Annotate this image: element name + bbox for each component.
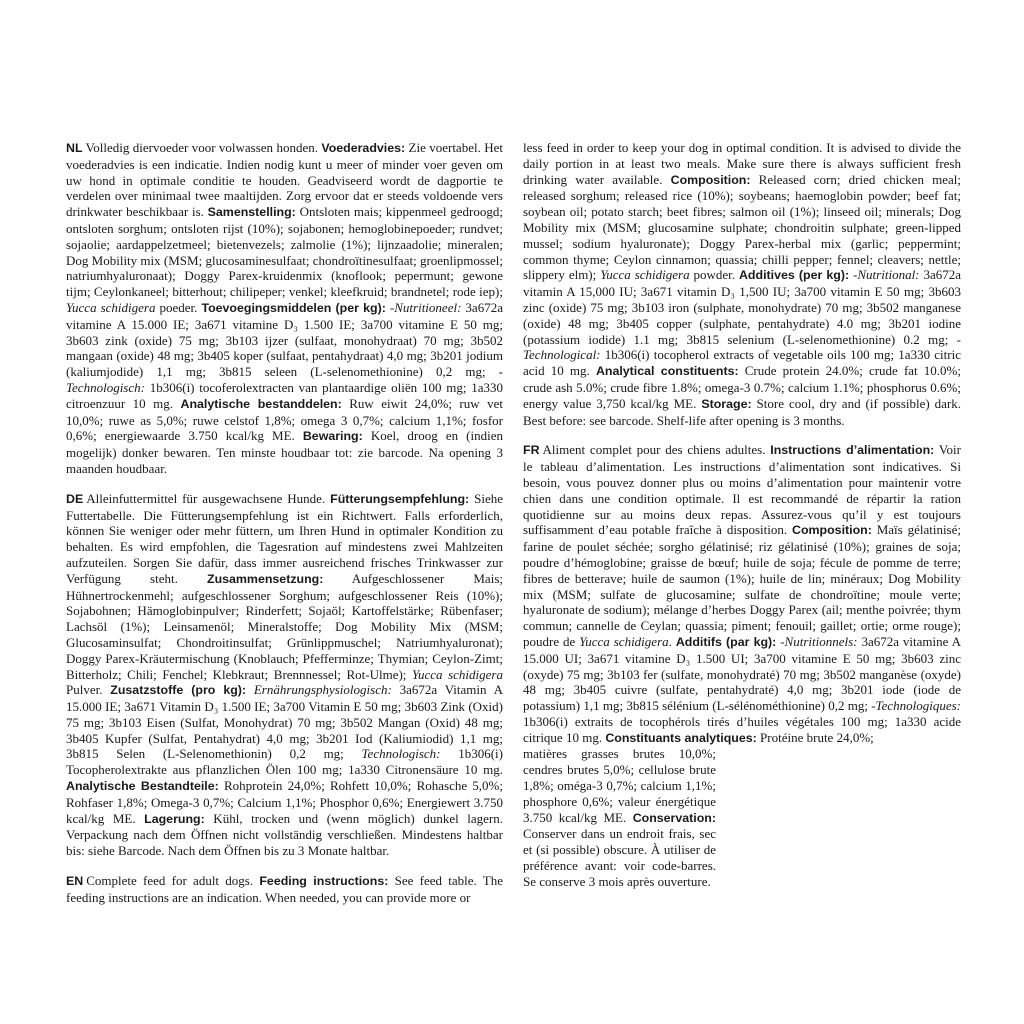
de-text: 1b306(i) Tocopherolextrakte aus pflanzlichen Ölen 100 mg; 1a330 Citronensäure 10 mg.	[66, 746, 503, 778]
nl-technologisch-italic: -Technologisch:	[66, 364, 503, 395]
nl-heading-voederadvies: Voederadvies:	[321, 141, 406, 155]
nl-language-code: NL	[66, 141, 83, 155]
fr-text: Aliment complet pour des chiens adultes.	[542, 442, 771, 458]
fr-text: matières grasses brutes 10,0%; cendres brutes 5,0%; cellulose brute 1,8%; oméga-3 0,7%; calcium 1,1%; phosphore 0,6%; valeur énergétique 3.750 kcal/kg ME.	[523, 746, 716, 825]
en-text: See feed table. The feeding instructions are an indication. When needed, you can provide more or	[66, 873, 503, 905]
de-heading-fuetterung: Fütterungsempfehlung:	[330, 491, 470, 506]
en-heading-storage: Storage:	[701, 396, 752, 411]
en-nutritional-italic: -Nutritional:	[849, 267, 920, 283]
right-column	[523, 140, 961, 904]
nl-text: Zie voertabel. Het voederadvies is een indicatie. Indien nodig kunt u meer of minder voer geven om uw hond in optimale conditie te houden. Geadviseerd wordt de dagportie te verdelen over minimaal twee maaltijden. Zorg ervoor dat er steeds voldoende vers drinkwater beschikbaar is.	[66, 140, 503, 220]
fr-heading-constituants: Constituants analytiques:	[605, 730, 757, 745]
nl-heading-analytische: Analytische bestanddelen:	[180, 396, 342, 411]
en-text: Complete feed for adult dogs.	[86, 873, 260, 889]
de-section	[66, 491, 503, 859]
de-text: Kühl, trocken und (wenn möglich) dunkel lagern. Verpackung nach dem Öffnen nicht vollständig verschließen. Mindestens haltbar bis: siehe Barcode. Nach dem Öffnen bis zu 3 Monate haltbar.	[66, 810, 503, 859]
fr-heading-instructions: Instructions d’alimentation:	[770, 443, 935, 458]
en-heading-additives: Additives (per kg):	[738, 268, 850, 283]
de-technologisch-italic: Technologisch:	[361, 746, 441, 762]
en-text: Store cool, dry and (if possible) dark. Best before: see barcode. Shelf-life after opening is 3 months.	[523, 395, 961, 428]
nl-yucca-italic: Yucca schidigera	[66, 299, 156, 315]
de-text: Pulver.	[66, 682, 111, 698]
nl-text: 1b306(i) tocoferolextracten van plantaardige oliën 100 mg; 1a330 citroenzuur 10 mg.	[66, 379, 503, 411]
de-language-code: DE	[66, 491, 84, 506]
fr-nutritionnels-italic: -Nutritionnels:	[776, 633, 858, 649]
en-text: 1b306(i) tocopherol extracts of vegetable oils 100 mg; 1a330 citric acid 10 mg.	[523, 347, 961, 379]
nl-heading-toevoegingsmiddelen: Toevoegingsmiddelen (per kg):	[201, 300, 386, 315]
fr-text: Conserver dans un endroit frais, sec et (si possible) obscure. À utiliser de préférence avant: voir code-barres. Se conserve 3 mois après ouverture.	[523, 826, 716, 889]
fr-text: Protéine brute 24,0%;	[756, 729, 874, 745]
fr-yucca-italic: Yucca schidigera	[579, 633, 669, 649]
de-yucca-italic: Yucca schidigera	[411, 666, 503, 682]
fr-language-code: FR	[523, 443, 540, 458]
de-text: Siehe Futtertabelle. Die Fütterungsempfehlung ist ein Richtwert. Falls erforderlich, können Sie weniger oder mehr füttern, um Ihren Hund in optimaler Kondition zu behalten. Es wird empfohlen, die Tagesration auf mindestens zwei Mahlzeiten aufzuteilen. Sorgen Sie dafür, dass immer ausreichend frisches Trinkwasser zur Verfügung steht.	[66, 490, 503, 586]
fr-narrow-paragraph	[523, 746, 716, 889]
en-text: less feed in order to keep your dog in optimal condition. It is advised to divide the daily portion in at least two meals. Make sure there is always sufficient fresh drinking water available.	[523, 140, 961, 187]
en-text: Crude protein 24.0%; crude fat 10.0%; crude ash 5.0%; crude fibre 1.8%; omega-3 0.7%; calcium 1.1%; phosphorus 0.6%; energy value 3,750 kcal/kg ME.	[523, 363, 961, 411]
de-heading-zusammensetzung: Zusammensetzung:	[207, 571, 324, 586]
de-heading-analytische: Analytische Bestandteile:	[66, 779, 219, 794]
de-text: Alleinfuttermittel für ausgewachsene Hunde.	[86, 490, 331, 506]
nl-heading-samenstelling: Samenstelling:	[207, 205, 296, 220]
fr-heading-additifs: Additifs (par kg):	[675, 634, 777, 649]
en-heading-composition: Composition:	[670, 172, 751, 187]
de-text: Aufgeschlossener Mais; Hühnertrockenmehl; aufgeschlossener Sorghum; aufgeschlossener Reis (10%); Sojabohnen; Hämoglobinpulver; Rinderfett; Sojaöl; Kartoffelstärke; Rübenfaser; Lachsöl (1%); Leinsamenöl; Mineralstoffe; Dog Mobility Mix (MSM; Glucosaminsulfat; Chondroitinsulfat; Grünlippmuschel; Natriumhyaluronat); Doggy Parex-Kräutermischung (Knoblauch; Pfefferminze; Thymian; Ceylon-Zimt; Bitterholz; Chili; Fenchel; Klebkraut; Brennnessel; Rot-Ulme);	[66, 570, 503, 682]
fr-text: .	[668, 633, 676, 649]
nl-text: poeder.	[155, 299, 202, 315]
en-language-code: EN	[66, 874, 84, 889]
fr-text: 1b306(i) extraits de tocophérols tirés d’huiles végétales 100 mg; 1a330 acide citrique 10 mg.	[523, 713, 961, 745]
fr-text: Voir le tableau d’alimentation. Les instructions d’alimentation sont indicatives. Si besoin, vous pouvez donner plus ou moins d’alimentation pour maintenir votre chien dans une condition optimale. Il est recommandé de répartir la ration quotidienne sur au moins deux repas. Assurez-vous qu’il y est toujours suffisamment d’eau potable fraîche à disposition.	[523, 442, 961, 538]
fr-heading-conservation: Conservation:	[632, 810, 716, 825]
fr-technologiques-italic: -Technologiques:	[871, 698, 961, 714]
en-section-start	[66, 873, 503, 906]
nl-text: Volledig diervoeder voor volwassen honden.	[85, 140, 322, 155]
en-text: Released corn; dried chicken meal; released sorghum; released rice (10%); soybeans; haemoglobin powder; beef fat; soybean oil; potato starch; beet fibres; salmon oil (1%); linseed oil; minerals; Dog Mobility mix (MSM; glucosamine sulphate; chondroitin sulphate; green-lipped mussel; sodium hyaluronate); Doggy Parex-herbal mix (garlic; peppermint; common thyme; Ceylon cinnamon; quassia; chilli pepper; fennel; cleavers; nettle; slippery elm);	[523, 171, 961, 283]
fr-text: Maïs gélatinisé; farine de poulet séchée; sorgho gélatinisé; riz gélatinisé (10%); graines de soja; poudre d’hémoglobine; graisse de bœuf; huile de soja; fécule de pomme de terre; fibres de betterave; huile de saumon (1%); huile de lin; minéraux; Dog Mobility mix (MSM; sulfate de glucosamine; sulfate de chondroïtine; moule verte; hyaluronate de sodium); mélange d’herbes Doggy Parex (ail; menthe poivrée; thym commun; cannelle de Ceylan; quassia; piment; fenouil; gaillet; ortie; orme rouge); poudre de	[523, 522, 961, 649]
en-technological-italic: -Technological:	[523, 331, 961, 363]
de-text: Rohprotein 24,0%; Rohfett 10,0%; Rohasche 5,0%; Rohfaser 1,8%; Omega-3 0,7%; Calcium 1,1%; Phosphor 0,6%; Energiewert 3.750 kcal/kg ME.	[66, 778, 503, 826]
nl-nutritioneel-italic: -Nutritioneel:	[385, 299, 462, 315]
en-heading-analytical: Analytical constituents:	[595, 364, 739, 379]
fr-section	[523, 442, 961, 889]
en-text: 3a672a vitamin A 15,000 IU; 3a671 vitamin D₃ 1,500 IU; 3a700 vitamin E 50 mg; 3b603 zinc (oxide) 75 mg; 3b103 iron (sulphate, monohydrate) 70 mg; 3b502 manganese (oxide) 48 mg; 3b405 copper (sulphate, pentahydrate) 4.0 mg; 3b201 iodine (potassium iodide) 1.1 mg; 3b815 selenium (L-selenomethionine) 0.2 mg;	[523, 267, 961, 347]
en-yucca-italic: Yucca schidigera	[600, 267, 690, 283]
fr-text: 3a672a vitamine A 15.000 UI; 3a671 vitamine D₃ 1.500 UI; 3a700 vitamine E 50 mg; 3b603 zinc (oxyde) 75 mg; 3b103 fer (sulfate, monohydraté) 70 mg; 3b502 manganèse (oxyde) 48 mg; 3b405 cuivre (sulfate, pentahydraté) 4,0 mg; 3b201 iode (iode de potassium) 1,1 mg; 3b815 sélénium (L-sélénométhionine) 0,2 mg;	[523, 633, 962, 714]
nl-text: 3a672a vitamine A 15.000 IE; 3a671 vitamine D₃ 1.500 IE; 3a700 vitamine E 50 mg; 3b603 zink (oxide) 75 mg; 3b103 ijzer (sulfaat, monohydraat) 70 mg; 3b502 mangaan (oxide) 48 mg; 3b405 koper (sulfaat, pentahydraat) 4,0 mg; 3b201 jodium (kaliumjodide) 1,1 mg; 3b815 seleen (L-selenomethionine) 0,2 mg;	[66, 299, 503, 380]
nl-text: Ontsloten mais; kippenmeel gedroogd; ontsloten sorghum; ontsloten rijst (10%); sojabonen; hemoglobinepoeder; rundvet; sojaolie; aardappelzetmeel; bietenvezels; zalmolie (1%); lijnzaadolie; mineralen; Dog Mobility mix (MSM; glucosaminesulfaat; chondroïtinesulfaat; groenlipmossel; natriumhyaluronaat); Doggy Parex-kruidenmix (knoflook; pepermunt; gewone tijm; Ceylonkaneel; bitterhout; chilipeper; venkel; kleefkruid; brandnetel; rode iep);	[66, 204, 503, 300]
en-text: powder.	[689, 267, 739, 283]
nl-section	[66, 140, 503, 477]
de-ernaehrung-italic: Ernährungsphysiologisch:	[246, 682, 392, 698]
de-heading-lagerung: Lagerung:	[144, 811, 205, 826]
de-heading-zusatzstoffe: Zusatzstoffe (pro kg):	[110, 683, 247, 698]
fr-heading-composition: Composition:	[792, 523, 872, 538]
left-column	[66, 140, 503, 920]
en-heading-feeding: Feeding instructions:	[259, 874, 389, 889]
nl-text: Ruw eiwit 24,0%; ruw vet 10,0%; ruwe as 5,0%; ruwe celstof 1,8%; omega 3 0,7%; calcium 1,1%; fosfor 0,6%; energiewaarde 3.750 kcal/kg ME.	[66, 395, 504, 444]
en-section-continued	[523, 140, 961, 428]
de-text: 3a672a Vitamin A 15.000 IE; 3a671 Vitamin D₃ 1.500 IE; 3a700 Vitamin E 50 mg; 3b603 Zink (Oxid) 75 mg; 3b103 Eisen (Sulfat, Monohydrat) 70 mg; 3b502 Mangan (Oxid) 48 mg; 3b405 Kupfer (Sulfat, Pentahydrat) 4,0 mg; 3b201 Iod (Kaliumiodid) 1,1 mg; 3b815 Selen (L-Selenomethionin) 0,2 mg;	[66, 682, 503, 762]
nl-heading-bewaring: Bewaring:	[302, 429, 363, 444]
nl-text: Koel, droog en (indien mogelijk) donker bewaren. Ten minste houdbaar tot: zie barcode. Na opening 3 maanden houdbaar.	[66, 428, 503, 476]
